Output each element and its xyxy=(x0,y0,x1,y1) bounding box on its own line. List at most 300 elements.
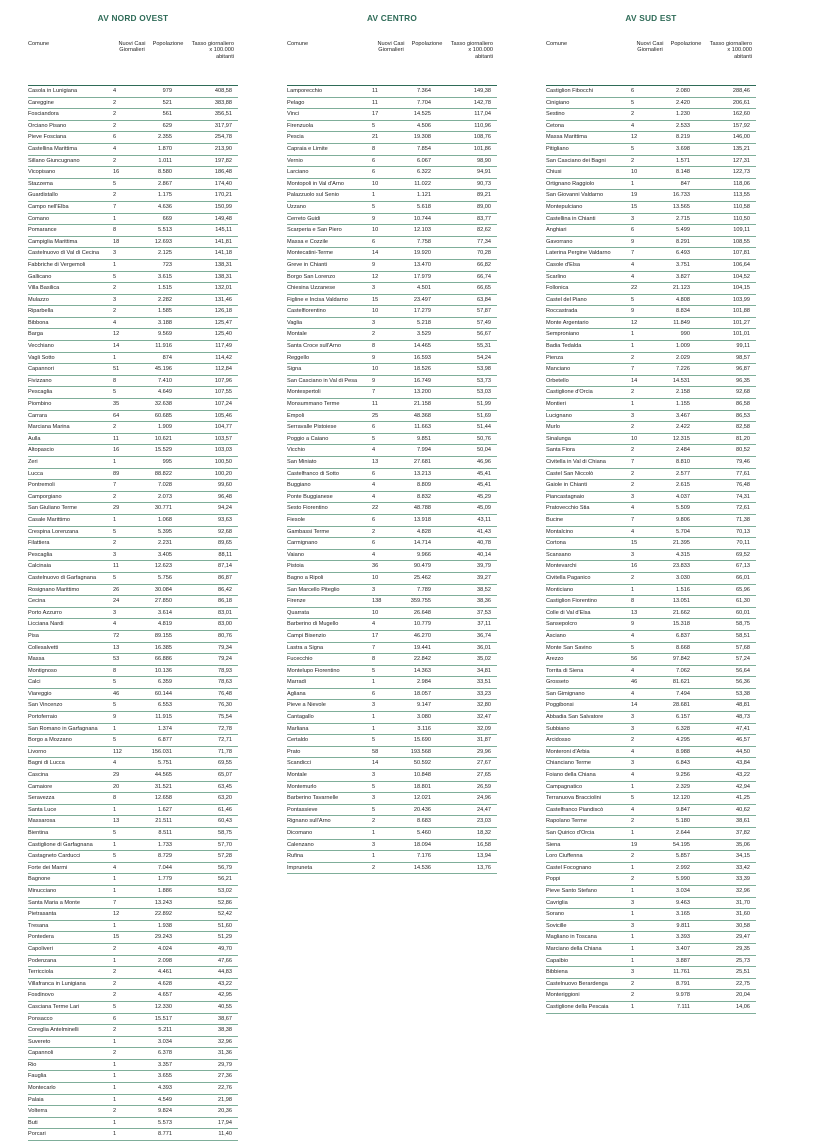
cell-comune: Guardistallo xyxy=(28,192,58,199)
table-row xyxy=(546,956,756,968)
cell-nuovi-casi: 35 xyxy=(113,401,120,408)
cell-nuovi-casi: 12 xyxy=(631,319,638,326)
cell-tasso: 126,18 xyxy=(214,308,232,315)
cell-tasso: 31,87 xyxy=(477,737,491,744)
cell-popolazione: 12.103 xyxy=(413,227,431,234)
table-row xyxy=(546,851,756,863)
cell-nuovi-casi: 7 xyxy=(372,644,376,651)
cell-tasso: 72,61 xyxy=(736,505,750,512)
cell-popolazione: 54.195 xyxy=(672,841,690,848)
cell-comune: Chiusi xyxy=(546,169,562,176)
cell-popolazione: 7.044 xyxy=(158,864,172,871)
table-row xyxy=(28,921,238,933)
cell-tasso: 53,73 xyxy=(477,377,491,384)
cell-popolazione: 6.157 xyxy=(676,714,690,721)
cell-popolazione: 48.368 xyxy=(413,412,431,419)
cell-tasso: 96,35 xyxy=(736,377,750,384)
table-row xyxy=(287,550,497,562)
table-row xyxy=(28,596,238,608)
cell-popolazione: 4.628 xyxy=(158,980,172,987)
table-header xyxy=(287,41,497,85)
cell-popolazione: 1.068 xyxy=(158,516,172,523)
table-row xyxy=(287,179,497,191)
cell-tasso: 76,30 xyxy=(218,702,232,709)
cell-popolazione: 4.295 xyxy=(676,737,690,744)
cell-popolazione: 2.329 xyxy=(676,783,690,790)
cell-popolazione: 9.463 xyxy=(676,899,690,906)
cell-popolazione: 12.693 xyxy=(154,238,172,245)
cell-tasso: 80,52 xyxy=(736,447,750,454)
cell-comune: Casale Marittimo xyxy=(28,516,70,523)
cell-nuovi-casi: 2 xyxy=(113,285,117,292)
cell-popolazione: 88.822 xyxy=(154,470,172,477)
cell-nuovi-casi: 6 xyxy=(372,690,376,697)
table-row xyxy=(287,573,497,585)
cell-popolazione: 22.892 xyxy=(154,911,172,918)
cell-nuovi-casi: 5 xyxy=(372,667,376,674)
cell-nuovi-casi: 8 xyxy=(372,343,376,350)
table-row xyxy=(28,156,238,168)
cell-nuovi-casi: 7 xyxy=(372,389,376,396)
cell-tasso: 36,74 xyxy=(477,632,491,639)
cell-nuovi-casi: 5 xyxy=(113,574,117,581)
table-row xyxy=(28,967,238,979)
table-row xyxy=(546,561,756,573)
cell-comune: Sovicille xyxy=(546,922,567,929)
cell-popolazione: 28.681 xyxy=(672,702,690,709)
cell-popolazione: 7.028 xyxy=(158,482,172,489)
cell-comune: Casole d'Elsa xyxy=(546,261,581,268)
cell-popolazione: 10.779 xyxy=(413,621,431,628)
cell-nuovi-casi: 8 xyxy=(631,598,635,605)
cell-tasso: 149,38 xyxy=(473,88,491,94)
cell-popolazione: 12.315 xyxy=(672,435,690,442)
cell-comune: Bibbona xyxy=(28,319,49,326)
cell-tasso: 52,42 xyxy=(218,911,232,918)
cell-tasso: 141,81 xyxy=(214,238,232,245)
cell-nuovi-casi: 1 xyxy=(631,864,635,871)
cell-popolazione: 1.175 xyxy=(158,192,172,199)
table-row xyxy=(546,515,756,527)
cell-tasso: 94,24 xyxy=(218,505,232,512)
cell-tasso: 50,76 xyxy=(477,435,491,442)
cell-popolazione: 45.196 xyxy=(154,366,172,373)
cell-nuovi-casi: 2 xyxy=(372,864,376,871)
cell-popolazione: 2.073 xyxy=(158,493,172,500)
cell-comune: Certaldo xyxy=(287,737,309,744)
cell-popolazione: 66.886 xyxy=(154,656,172,663)
cell-popolazione: 7.364 xyxy=(417,88,431,94)
cell-tasso: 39,27 xyxy=(477,574,491,581)
cell-tasso: 45,41 xyxy=(477,482,491,489)
cell-popolazione: 7.062 xyxy=(676,667,690,674)
cell-tasso: 107,24 xyxy=(214,401,232,408)
cell-popolazione: 21.158 xyxy=(413,401,431,408)
cell-tasso: 76,48 xyxy=(218,690,232,697)
cell-nuovi-casi: 1 xyxy=(113,957,117,964)
table-row xyxy=(287,735,497,747)
cell-popolazione: 15.529 xyxy=(154,447,172,454)
cell-tasso: 125,47 xyxy=(214,319,232,326)
table-row xyxy=(287,283,497,295)
cell-nuovi-casi: 1 xyxy=(631,957,635,964)
cell-comune: Vaiano xyxy=(287,551,305,558)
cell-popolazione: 11.849 xyxy=(673,319,690,326)
cell-nuovi-casi: 3 xyxy=(631,725,635,732)
cell-tasso: 117,04 xyxy=(474,111,491,118)
cell-tasso: 45,09 xyxy=(477,505,491,512)
cell-tasso: 23,03 xyxy=(477,818,491,825)
cell-tasso: 70,28 xyxy=(477,250,491,257)
cell-nuovi-casi: 46 xyxy=(631,679,638,686)
cell-tasso: 40,55 xyxy=(218,1003,232,1010)
cell-tasso: 104,52 xyxy=(732,273,750,280)
cell-tasso: 31,36 xyxy=(218,1050,232,1057)
table-row xyxy=(546,144,756,156)
cell-popolazione: 3.393 xyxy=(676,934,690,941)
table-row xyxy=(28,666,238,678)
cell-tasso: 83,77 xyxy=(477,215,491,222)
cell-nuovi-casi: 1 xyxy=(372,853,376,860)
cell-nuovi-casi: 5 xyxy=(113,389,117,396)
cell-nuovi-casi: 3 xyxy=(631,551,635,558)
table-row xyxy=(546,677,756,689)
table-row xyxy=(28,828,238,840)
table-row xyxy=(546,353,756,365)
cell-comune: Serravalle Pistoiese xyxy=(287,424,337,431)
table-row xyxy=(287,527,497,539)
cell-nuovi-casi: 1 xyxy=(113,841,117,848)
cell-comune: Villa Basilica xyxy=(28,285,60,292)
cell-nuovi-casi: 3 xyxy=(113,250,117,257)
cell-comune: Monsummano Terme xyxy=(287,401,340,408)
header-popolazione: Popolazione xyxy=(152,41,184,47)
cell-tasso: 78,93 xyxy=(218,667,232,674)
cell-comune: Minucciano xyxy=(28,887,57,894)
cell-tasso: 46,57 xyxy=(736,737,750,744)
section-title: AV CENTRO xyxy=(366,13,418,23)
table-row xyxy=(546,387,756,399)
cell-comune: Dicomano xyxy=(287,830,313,836)
cell-nuovi-casi: 15 xyxy=(631,540,638,547)
cell-comune: Aulla xyxy=(28,435,41,442)
table-row xyxy=(28,260,238,272)
cell-comune: Pontedera xyxy=(28,934,54,941)
table-row xyxy=(28,1083,238,1095)
table-row xyxy=(28,724,238,736)
cell-nuovi-casi: 2 xyxy=(631,424,635,431)
cell-nuovi-casi: 2 xyxy=(372,528,376,535)
cell-tasso: 40,14 xyxy=(477,551,491,558)
cell-popolazione: 19.920 xyxy=(413,250,431,257)
table-row xyxy=(28,225,238,237)
cell-nuovi-casi: 10 xyxy=(372,366,379,373)
table-row xyxy=(28,376,238,388)
cell-nuovi-casi: 1 xyxy=(113,215,117,222)
table-row xyxy=(287,608,497,620)
cell-popolazione: 60.144 xyxy=(154,690,172,697)
cell-nuovi-casi: 19 xyxy=(631,841,638,848)
table-row xyxy=(287,851,497,863)
cell-comune: Sorano xyxy=(546,911,565,918)
cell-nuovi-casi: 4 xyxy=(631,122,635,129)
cell-popolazione: 12.330 xyxy=(154,1003,172,1010)
cell-tasso: 55,31 xyxy=(477,343,491,350)
cell-nuovi-casi: 1 xyxy=(631,911,635,918)
cell-tasso: 26,59 xyxy=(477,783,491,790)
cell-popolazione: 2.992 xyxy=(676,864,690,871)
cell-comune: Siena xyxy=(546,841,561,848)
cell-nuovi-casi: 14 xyxy=(631,702,638,709)
cell-comune: Sesto Fiorentino xyxy=(287,505,328,512)
cell-tasso: 157,92 xyxy=(732,122,750,129)
header-nuovi-casi: Nuovi Casi Giornalieri xyxy=(636,41,664,54)
cell-popolazione: 3.614 xyxy=(158,609,172,616)
table-row xyxy=(28,480,238,492)
cell-tasso: 93,63 xyxy=(218,516,232,523)
cell-popolazione: 4.549 xyxy=(158,1096,172,1103)
table-row xyxy=(546,445,756,457)
table-row xyxy=(28,399,238,411)
cell-tasso: 149,48 xyxy=(214,215,232,222)
cell-tasso: 33,42 xyxy=(736,864,750,871)
cell-comune: Impruneta xyxy=(287,864,313,871)
cell-tasso: 53,98 xyxy=(477,366,491,373)
cell-tasso: 107,96 xyxy=(214,377,232,384)
cell-nuovi-casi: 2 xyxy=(113,308,117,315)
table-row xyxy=(28,167,238,179)
cell-comune: Prato xyxy=(287,748,301,755)
cell-comune: Campo nell'Elba xyxy=(28,203,69,210)
cell-nuovi-casi: 10 xyxy=(631,169,638,176)
cell-tasso: 33,23 xyxy=(477,690,491,697)
cell-tasso: 51,69 xyxy=(477,412,491,419)
cell-popolazione: 17.979 xyxy=(413,273,431,280)
cell-nuovi-casi: 15 xyxy=(631,203,638,210)
cell-popolazione: 3.467 xyxy=(676,412,690,419)
cell-popolazione: 21.123 xyxy=(672,285,690,292)
cell-nuovi-casi: 2 xyxy=(631,157,635,164)
cell-comune: Signa xyxy=(287,366,302,373)
cell-tasso: 47,41 xyxy=(736,725,750,732)
cell-popolazione: 4.506 xyxy=(417,122,431,129)
cell-comune: Forte dei Marmi xyxy=(28,864,68,871)
cell-comune: Lucca xyxy=(28,470,43,477)
cell-popolazione: 13.213 xyxy=(413,470,431,477)
cell-popolazione: 89.155 xyxy=(154,632,172,639)
cell-nuovi-casi: 6 xyxy=(113,1015,117,1022)
cell-tasso: 76,48 xyxy=(736,482,750,489)
table-row xyxy=(546,376,756,388)
table-row xyxy=(28,237,238,249)
cell-nuovi-casi: 2 xyxy=(113,992,117,999)
cell-comune: Castiglione di Garfagnana xyxy=(28,841,93,848)
cell-popolazione: 5.857 xyxy=(676,853,690,860)
table-row xyxy=(28,631,238,643)
cell-comune: Capoliveri xyxy=(28,945,53,952)
cell-tasso: 108,76 xyxy=(473,134,491,141)
cell-comune: Podenzana xyxy=(28,957,57,964)
table-row xyxy=(28,1014,238,1026)
cell-tasso: 22,75 xyxy=(736,980,750,987)
cell-popolazione: 8.683 xyxy=(417,818,431,825)
cell-tasso: 141,18 xyxy=(214,250,232,257)
table-row xyxy=(28,1106,238,1118)
cell-tasso: 66,01 xyxy=(736,574,750,581)
cell-nuovi-casi: 2 xyxy=(631,447,635,454)
cell-comune: Montespertoli xyxy=(287,389,321,396)
cell-comune: Torrita di Siena xyxy=(546,667,584,674)
table-row xyxy=(28,735,238,747)
cell-comune: Ortignano Raggiolo xyxy=(546,180,595,187)
cell-popolazione: 979 xyxy=(162,88,172,94)
cell-comune: Arcidosso xyxy=(546,737,571,744)
cell-popolazione: 31.521 xyxy=(154,783,172,790)
cell-popolazione: 32.638 xyxy=(154,401,172,408)
table-row xyxy=(546,932,756,944)
header-comune: Comune xyxy=(546,41,568,47)
cell-comune: Campi Bisenzio xyxy=(287,632,326,639)
cell-popolazione: 6.067 xyxy=(417,157,431,164)
table-row xyxy=(287,666,497,678)
table-row xyxy=(546,248,756,260)
cell-popolazione: 5.751 xyxy=(158,760,172,767)
cell-nuovi-casi: 1 xyxy=(113,516,117,523)
cell-comune: Castiglion Fibocchi xyxy=(546,88,593,94)
cell-nuovi-casi: 1 xyxy=(113,922,117,929)
cell-popolazione: 21.662 xyxy=(672,609,690,616)
cell-nuovi-casi: 5 xyxy=(113,737,117,744)
cell-tasso: 66,82 xyxy=(477,261,491,268)
table-row xyxy=(287,132,497,144)
cell-popolazione: 13.918 xyxy=(413,516,431,523)
cell-popolazione: 9.978 xyxy=(676,992,690,999)
cell-tasso: 42,95 xyxy=(218,992,232,999)
cell-popolazione: 2.484 xyxy=(676,447,690,454)
cell-popolazione: 18.526 xyxy=(413,366,431,373)
table-row xyxy=(28,990,238,1002)
cell-popolazione: 30.771 xyxy=(154,505,172,512)
cell-popolazione: 3.615 xyxy=(158,273,172,280)
cell-tasso: 78,63 xyxy=(218,679,232,686)
cell-popolazione: 5.395 xyxy=(158,528,172,535)
cell-tasso: 162,60 xyxy=(732,111,750,118)
cell-popolazione: 7.176 xyxy=(417,853,431,860)
table-row xyxy=(28,248,238,260)
table-row xyxy=(287,387,497,399)
table-row xyxy=(287,816,497,828)
cell-nuovi-casi: 1 xyxy=(372,192,376,199)
cell-tasso: 43,11 xyxy=(477,516,491,523)
cell-nuovi-casi: 1 xyxy=(113,354,117,361)
cell-tasso: 49,70 xyxy=(218,945,232,952)
table-row xyxy=(287,167,497,179)
cell-tasso: 14,06 xyxy=(736,1003,750,1010)
cell-nuovi-casi: 9 xyxy=(631,238,635,245)
table-row xyxy=(28,329,238,341)
cell-comune: Rapolano Terme xyxy=(546,818,587,825)
cell-comune: Pescia xyxy=(287,134,304,141)
cell-popolazione: 7.226 xyxy=(676,366,690,373)
cell-nuovi-casi: 4 xyxy=(372,447,376,454)
cell-popolazione: 15.517 xyxy=(154,1015,172,1022)
cell-tasso: 288,46 xyxy=(732,88,750,94)
cell-tasso: 38,38 xyxy=(218,1027,232,1034)
cell-popolazione: 15.690 xyxy=(413,737,431,744)
cell-nuovi-casi: 3 xyxy=(372,841,376,848)
table-row xyxy=(546,585,756,597)
cell-popolazione: 1.733 xyxy=(158,841,172,848)
cell-comune: Pescaglia xyxy=(28,389,53,396)
table-row xyxy=(546,724,756,736)
cell-tasso: 105,46 xyxy=(214,412,232,419)
cell-comune: Pieve Fosciana xyxy=(28,134,67,141)
cell-popolazione: 2.231 xyxy=(158,540,172,547)
table-row xyxy=(546,86,756,98)
table-row xyxy=(28,782,238,794)
cell-tasso: 24,47 xyxy=(477,806,491,813)
cell-comune: Carrara xyxy=(28,412,47,419)
cell-comune: Castiglione della Pescaia xyxy=(546,1003,609,1010)
cell-comune: Careggine xyxy=(28,99,54,106)
cell-tasso: 51,99 xyxy=(477,401,491,408)
cell-popolazione: 46.270 xyxy=(413,632,431,639)
cell-tasso: 112,84 xyxy=(215,366,232,373)
cell-nuovi-casi: 46 xyxy=(113,690,120,697)
cell-comune: Barga xyxy=(28,331,43,338)
cell-popolazione: 4.501 xyxy=(417,285,431,292)
cell-comune: Stazzema xyxy=(28,180,53,187)
cell-comune: Scarlino xyxy=(546,273,567,280)
cell-nuovi-casi: 1 xyxy=(631,343,635,350)
table-row xyxy=(546,805,756,817)
cell-tasso: 51,29 xyxy=(218,934,232,941)
cell-comune: Foiano della Chiana xyxy=(546,772,596,779)
cell-tasso: 43,22 xyxy=(218,980,232,987)
table-row xyxy=(28,816,238,828)
cell-popolazione: 14.531 xyxy=(672,377,690,384)
cell-popolazione: 1.627 xyxy=(158,806,172,813)
cell-tasso: 32,80 xyxy=(477,702,491,709)
table-row xyxy=(287,585,497,597)
header-comune: Comune xyxy=(28,41,50,47)
cell-comune: Villafranca in Lunigiana xyxy=(28,980,86,987)
cell-nuovi-casi: 14 xyxy=(372,250,379,257)
cell-popolazione: 3.751 xyxy=(676,261,690,268)
table-row xyxy=(546,503,756,515)
cell-nuovi-casi: 4 xyxy=(113,145,117,152)
cell-popolazione: 7.854 xyxy=(417,145,431,152)
cell-popolazione: 1.938 xyxy=(158,922,172,929)
table-row xyxy=(28,561,238,573)
table-row xyxy=(546,666,756,678)
cell-tasso: 170,21 xyxy=(214,192,232,199)
cell-tasso: 22,76 xyxy=(218,1085,232,1092)
cell-tasso: 174,40 xyxy=(214,180,232,187)
cell-popolazione: 1.515 xyxy=(158,285,172,292)
cell-tasso: 56,21 xyxy=(218,876,232,883)
table-row xyxy=(28,121,238,133)
table-row xyxy=(28,886,238,898)
cell-tasso: 48,81 xyxy=(736,702,750,709)
cell-nuovi-casi: 2 xyxy=(631,876,635,883)
table-row xyxy=(546,190,756,202)
cell-comune: Scandicci xyxy=(287,760,311,767)
cell-popolazione: 4.649 xyxy=(158,389,172,396)
cell-nuovi-casi: 10 xyxy=(631,435,638,442)
cell-popolazione: 7.994 xyxy=(417,447,431,454)
table-row xyxy=(28,700,238,712)
